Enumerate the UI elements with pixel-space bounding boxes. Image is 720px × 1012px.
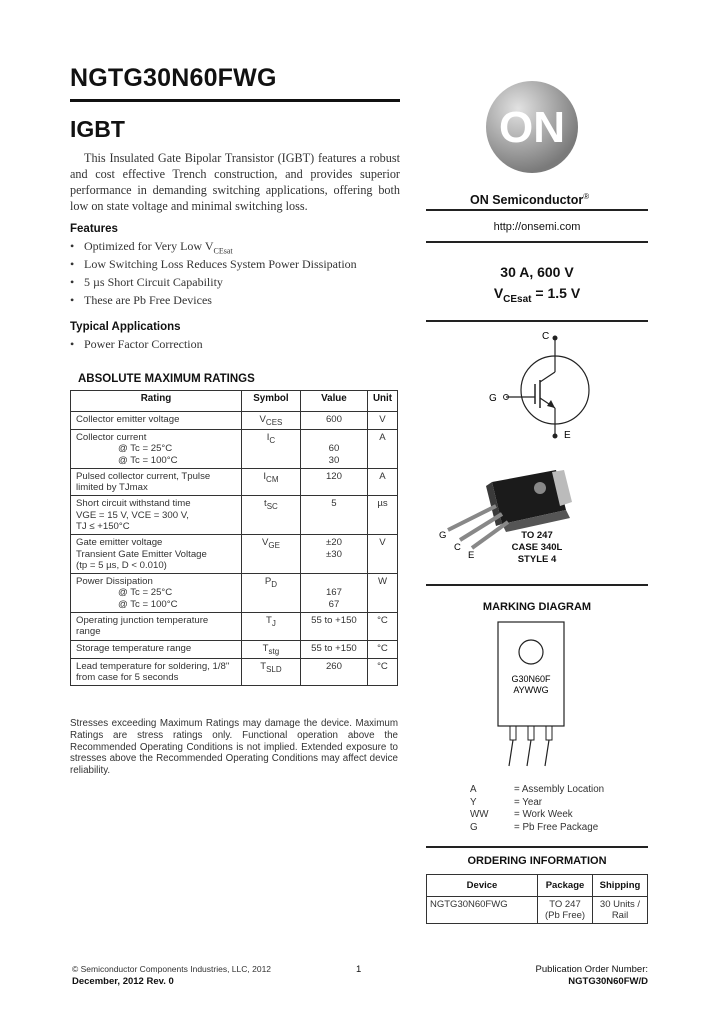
pin-label: C	[454, 542, 461, 553]
marking-legend	[470, 784, 604, 834]
features-list	[70, 237, 357, 309]
symbol-cell: $T_J$	[241, 613, 300, 641]
gate-label: G	[489, 393, 497, 404]
rule	[426, 209, 648, 211]
applications-heading: Typical Applications	[70, 321, 181, 333]
rating-cell: Collector emitter voltage	[71, 412, 242, 430]
symbol-cell: $V_{GE}$	[241, 535, 300, 574]
value-cell: ±20 ±30	[300, 535, 367, 574]
unit-cell: °C	[367, 640, 397, 658]
ratings-row	[71, 496, 398, 535]
feature-item: • Low Switching Loss Reduces System Power Dissipation	[70, 257, 357, 271]
col-header-value: Value	[300, 391, 367, 412]
rating-cell: Storage temperature range	[71, 640, 242, 658]
rating-cell: Power Dissipation @ Tc = 25°C @ Tc = 100°C	[71, 574, 242, 613]
unit-cell: A	[367, 429, 397, 468]
unit-cell: W	[367, 574, 397, 613]
stress-note: Stresses exceeding Maximum Ratings may damage the device. Maximum Ratings are stress ratings only. Functional operation above the Recommended Operating Conditions is not implied. Extended exposure to stresses above the Recommended Operating Conditions may affect device reliability.	[70, 718, 398, 777]
rating-cell: Short circuit withstand time VGE = 15 V, VCE = 300 V, TJ ≤ +150°C	[71, 496, 242, 535]
col-header-symbol: Symbol	[241, 391, 300, 412]
rating-cell: Pulsed collector current, Tpulse limited by TJmax	[71, 468, 242, 496]
brand-name: ON Semiconductor®	[470, 192, 590, 208]
ratings-table-title: ABSOLUTE MAXIMUM RATINGS	[78, 373, 255, 385]
ratings-table	[70, 390, 398, 686]
page-number: 1	[356, 964, 362, 975]
legend-item: G = Pb Free Package	[470, 821, 599, 833]
rule	[426, 584, 648, 586]
marking-diagram	[490, 618, 580, 770]
ratings-row	[71, 658, 398, 686]
ratings-row	[71, 412, 398, 430]
pin-label: E	[468, 550, 475, 561]
col-header-device: Device	[427, 875, 538, 897]
value-cell: 55 to +150	[300, 613, 367, 641]
vcesat-rating: $V_{CEsat} = 1.5$ V	[493, 285, 581, 305]
emitter-label: E	[564, 430, 571, 441]
package-cell: TO 247 (Pb Free)	[538, 897, 593, 924]
unit-cell: °C	[367, 658, 397, 686]
revision-date: December, 2012 Rev. 0	[72, 976, 174, 987]
unit-cell: V	[367, 535, 397, 574]
publication-number: NGTG30N60FW/D	[568, 976, 648, 987]
logo-text: ON	[499, 103, 565, 152]
symbol-cell: $P_D$	[241, 574, 300, 613]
ordering-info-title: ORDERING INFORMATION	[467, 855, 607, 867]
copyright: © Semiconductor Components Industries, LLC, 2012	[72, 964, 272, 974]
unit-cell: A	[367, 468, 397, 496]
device-cell: NGTG30N60FWG	[427, 897, 538, 924]
feature-item: • 5 µs Short Circuit Capability	[70, 275, 223, 289]
applications-list	[70, 335, 203, 353]
col-header-shipping: Shipping	[593, 875, 648, 897]
current-voltage-rating: 30 A, 600 V	[500, 264, 574, 280]
symbol-cell: $T_{SLD}$	[241, 658, 300, 686]
ordering-table	[426, 874, 648, 924]
symbol-cell: $T_{stg}$	[241, 640, 300, 658]
symbol-cell: $I_C$	[241, 429, 300, 468]
symbol-cell: $V_{CES}$	[241, 412, 300, 430]
device-family-heading: IGBT	[70, 116, 125, 142]
application-item: • Power Factor Correction	[70, 337, 203, 351]
col-header-rating: Rating	[71, 391, 242, 412]
publication-order	[530, 964, 648, 988]
ratings-row	[71, 613, 398, 641]
part-number-title: NGTG30N60FWG	[70, 64, 277, 92]
ratings-row	[71, 429, 398, 468]
website-link[interactable]: http://onsemi.com	[493, 221, 581, 233]
col-header-unit: Unit	[367, 391, 397, 412]
unit-cell: µs	[367, 496, 397, 535]
legend-item: A = Assembly Location	[470, 784, 605, 795]
legend-item: WW = Work Week	[470, 809, 573, 820]
feature-item: • Optimized for Very Low $V_{CEsat}$	[70, 239, 233, 256]
features-heading: Features	[70, 223, 118, 235]
ordering-row	[427, 897, 648, 924]
rule	[426, 846, 648, 848]
pin-label: G	[439, 530, 447, 541]
rating-cell: Lead temperature for soldering, 1/8" from case for 5 seconds	[71, 658, 242, 686]
ratings-row	[71, 640, 398, 658]
package-info: TO 247 CASE 340L STYLE 4	[511, 530, 563, 565]
rating-cell: Gate emitter voltage Transient Gate Emitter Voltage (tp = 5 µs, D < 0.010)	[71, 535, 242, 574]
ratings-row	[71, 535, 398, 574]
value-cell: 167 67	[300, 574, 367, 613]
ratings-row	[71, 574, 398, 613]
rating-cell: Operating junction temperature range	[71, 613, 242, 641]
value-cell: 260	[300, 658, 367, 686]
symbol-cell: $t_{SC}$	[241, 496, 300, 535]
igbt-schematic	[480, 324, 610, 444]
value-cell: 60 30	[300, 429, 367, 468]
unit-cell: V	[367, 412, 397, 430]
value-cell: 600	[300, 412, 367, 430]
marking-diagram-title: MARKING DIAGRAM	[482, 601, 592, 613]
rating-cell: Collector current @ Tc = 25°C @ Tc = 100°C	[71, 429, 242, 468]
value-cell: 120	[300, 468, 367, 496]
marking-line-2: AYWWG	[513, 685, 549, 695]
value-cell: 5	[300, 496, 367, 535]
symbol-cell: $I_{CM}$	[241, 468, 300, 496]
feature-item: • These are Pb Free Devices	[70, 293, 212, 307]
title-rule	[70, 99, 400, 102]
marking-line-1: G30N60F	[511, 674, 551, 684]
col-header-package: Package	[538, 875, 593, 897]
rule	[426, 320, 648, 322]
value-cell: 55 to +150	[300, 640, 367, 658]
on-logo	[485, 80, 579, 174]
shipping-cell: 30 Units / Rail	[593, 897, 648, 924]
intro-paragraph: This Insulated Gate Bipolar Transistor (IGBT) features a robust and cost effective Trench construction, and provides superior performance in demanding switching applications, offering both low on state voltage and minimal switching loss.	[70, 151, 400, 213]
unit-cell: °C	[367, 613, 397, 641]
publication-label: Publication Order Number:	[535, 964, 648, 975]
legend-item: Y = Year	[470, 796, 543, 808]
collector-label: C	[542, 331, 550, 342]
ratings-row	[71, 468, 398, 496]
rule	[426, 241, 648, 243]
